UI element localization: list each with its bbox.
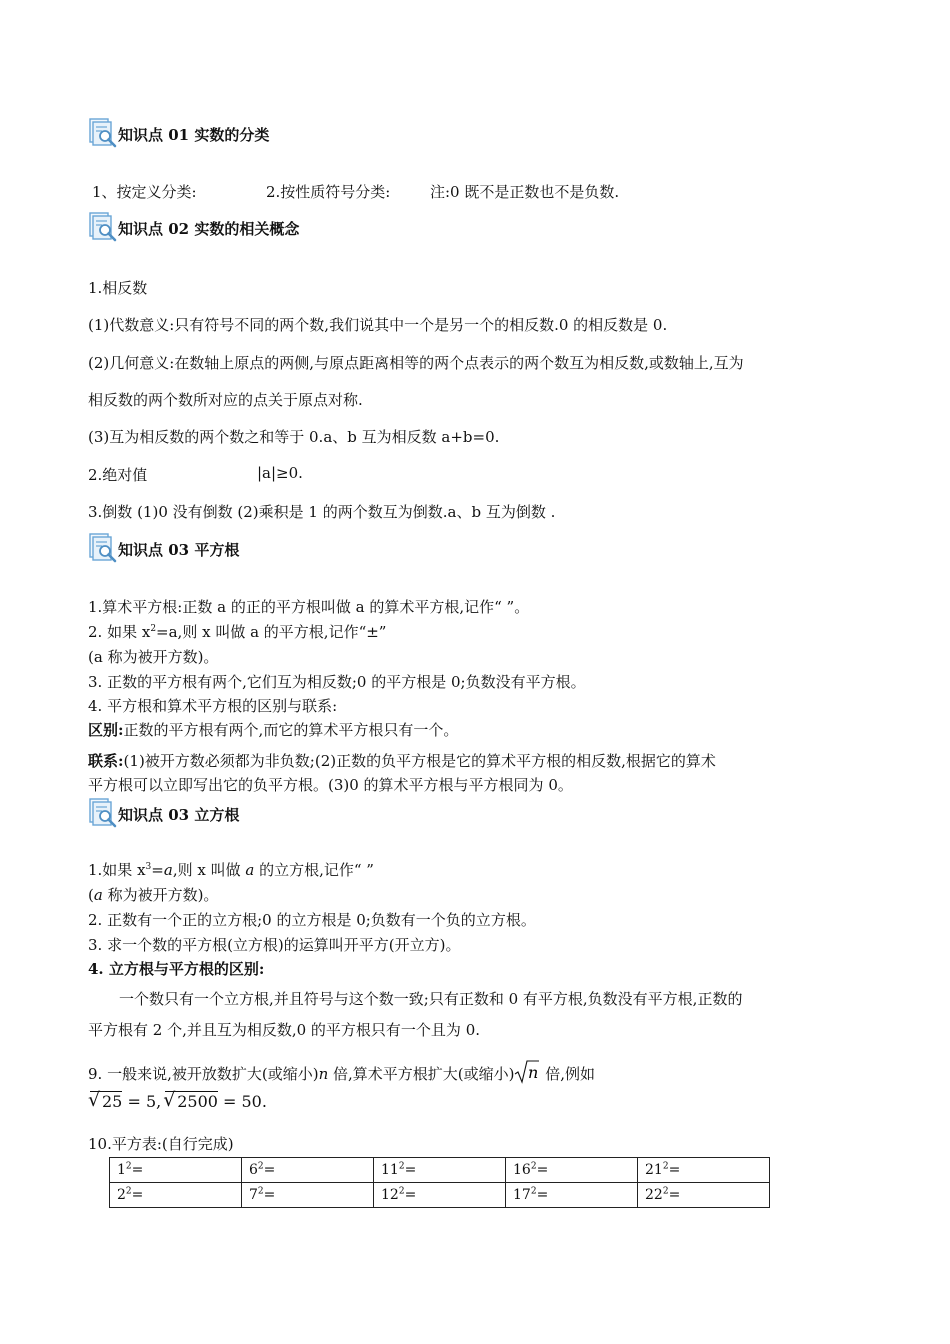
concept-line: 1.相反数 [88,279,148,297]
table-cell: $7^2=$ [242,1183,374,1208]
magnifier-document-icon [88,118,118,148]
sqrt-line: 2. 如果 $x^2=a$,则 x 叫做 a 的平方根,记作“±” [88,623,387,641]
table-cell: $22^2=$ [638,1183,770,1208]
classification-by-definition: 1、按定义分类: [92,183,197,201]
sqrt-line: 3. 正数的平方根有两个,它们互为相反数;0 的平方根是 0;负数没有平方根。 [88,673,586,691]
sqrt-example: √ 25 = 5, √ 2500 = 50. [88,1089,267,1111]
table-row [110,1158,770,1183]
table-cell: $12^2=$ [374,1183,506,1208]
zero-note: 注:0 既不是正数也不是负数. [430,183,620,201]
cube-line: 4. 立方根与平方根的区别: [88,960,265,978]
magnifier-document-icon [88,798,118,828]
section-title: 知识点 03 立方根 [118,806,240,824]
sqrt-2500: √ 2500 [163,1089,218,1111]
cube-line: 1.如果 $x^3=a$,则 x 叫做 a 的立方根,记作“ ” [88,861,374,879]
concept-line: 相反数的两个数所对应的点关于原点对称. [88,391,363,409]
table-cell: $2^2=$ [110,1183,242,1208]
concept-line: (3)互为相反数的两个数之和等于 0.a、b 互为相反数 a+b=0. [88,428,500,446]
concept-line: (2)几何意义:在数轴上原点的两侧,与原点距离相等的两个点表示的两个数互为相反数,或数轴上,互为 [88,354,744,372]
magnifier-document-icon [88,533,118,563]
table-cell: $16^2=$ [506,1158,638,1183]
section-title: 知识点 02 实数的相关概念 [118,220,300,238]
table-cell: $21^2=$ [638,1158,770,1183]
sqrt-line: (a 称为被开方数)。 [88,648,219,666]
sqrt-difference: 区别:正数的平方根有两个,而它的算术平方根只有一个。 [88,721,459,739]
table-row [110,1183,770,1208]
cube-line: 2. 正数有一个正的立方根;0 的立方根是 0;负数有一个负的立方根。 [88,911,536,929]
magnifier-document-icon [88,212,118,242]
concept-line: 3.倒数 (1)0 没有倒数 (2)乘积是 1 的两个数互为倒数.a、b 互为倒数 . [88,503,556,521]
square-table-caption: 10.平方表:(自行完成) [88,1135,234,1153]
cube-line: 平方根有 2 个,并且互为相反数,0 的平方根只有一个且为 0. [88,1021,481,1039]
table-cell: $11^2=$ [374,1158,506,1183]
concept-line: (1)代数意义:只有符号不同的两个数,我们说其中一个是另一个的相反数.0 的相反数是 0. [88,316,668,334]
section-title: 知识点 01 实数的分类 [118,126,270,144]
absolute-value-label: 2.绝对值 [88,466,148,484]
sqrt-25: √ 25 [88,1089,123,1111]
sqrt-relation: 联系:(1)被开方数必须都为非负数;(2)正数的负平方根是它的算术平方根的相反数,根据它的算术 [88,752,716,770]
scaling-rule: 9. 一般来说,被开放数扩大(或缩小)n 倍,算术平方根扩大(或缩小) n 倍,例如 [88,1059,595,1085]
cube-line: (a 称为被开方数)。 [88,886,219,904]
sqrt-line: 4. 平方根和算术平方根的区别与联系: [88,697,338,715]
classification-by-sign: 2.按性质符号分类: [266,183,391,201]
cube-line: 3. 求一个数的平方根(立方根)的运算叫开平方(开立方)。 [88,936,461,954]
table-cell: $17^2=$ [506,1183,638,1208]
sqrt-line: 平方根可以立即写出它的负平方根。(3)0 的算术平方根与平方根同为 0。 [88,776,573,794]
absolute-value-formula: |a|≥0. [257,464,303,482]
section-title: 知识点 03 平方根 [118,541,240,559]
square-table [109,1157,770,1208]
sqrt-n-symbol [514,1059,540,1085]
table-cell: $6^2=$ [242,1158,374,1183]
table-cell: $1^2=$ [110,1158,242,1183]
sqrt-line: 1.算术平方根:正数 a 的正的平方根叫做 a 的算术平方根,记作“ ”。 [88,598,530,616]
svg-text:n: n [528,1063,539,1082]
cube-line: 一个数只有一个立方根,并且符号与这个数一致;只有正数和 0 有平方根,负数没有平方根,正数的 [119,990,743,1008]
